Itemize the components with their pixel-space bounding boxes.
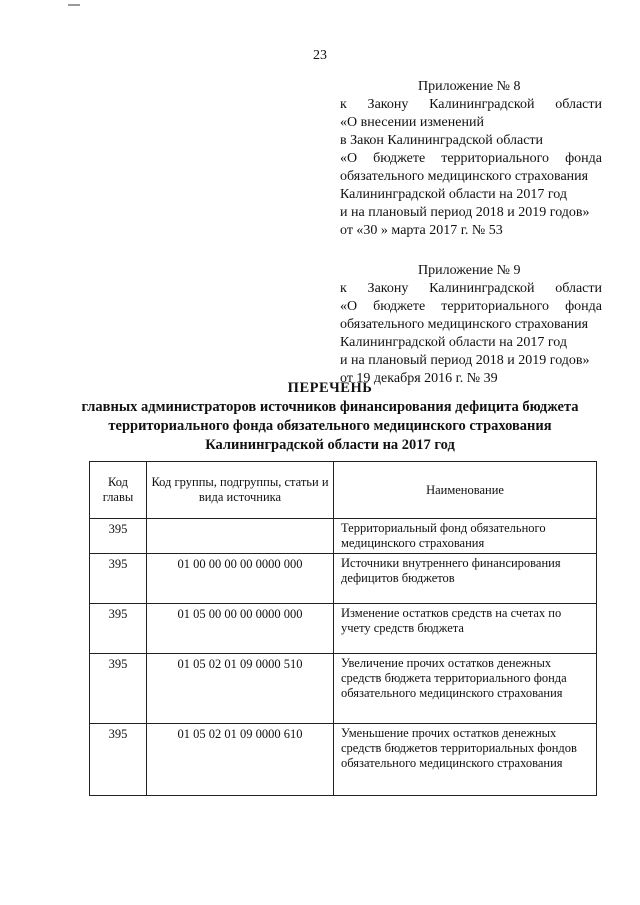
appendix-8-signature-line: от «30 » марта 2017 г. № 53 [340, 223, 503, 238]
cell-code: 01 00 00 00 00 0000 000 [147, 554, 334, 604]
cell-code: 01 05 00 00 00 0000 000 [147, 604, 334, 654]
cell-name: Изменение остатков средств на счетах по учету средств бюджета [334, 604, 597, 654]
cell-name: Увеличение прочих остатков денежных средств бюджета территориального фонда обязательного медицинского страхования [334, 654, 597, 724]
heading-title: ПЕРЕЧЕНЬ [287, 380, 373, 396]
cell-name: Уменьшение прочих остатков денежных средств бюджетов территориальных фондов обязательного медицинского страхования [334, 724, 597, 796]
appendix-9-line: Калининградской области на 2017 год [340, 335, 567, 350]
header-code-group: Код группы, подгруппы, статьи и вида источника [147, 462, 334, 519]
cell-code [147, 519, 334, 554]
appendix-9-line: обязательного медицинского страхования [340, 317, 589, 332]
table-row [90, 654, 597, 724]
cell-chapter: 395 [90, 554, 147, 604]
cell-chapter: 395 [90, 654, 147, 724]
appendix-8-line: и на плановый период 2018 и 2019 годов» [340, 205, 590, 220]
document-heading [60, 379, 600, 455]
page-number: 23 [313, 48, 327, 63]
appendix-9-block [340, 262, 602, 388]
appendix-9-line: «О бюджете территориального фонда [340, 299, 602, 314]
table-header-row [90, 462, 597, 519]
appendix-8-line: в Закон Калининградской области [340, 133, 544, 148]
cell-chapter: 395 [90, 724, 147, 796]
header-name: Наименование [334, 462, 597, 519]
table-row [90, 554, 597, 604]
appendix-8-line: к Закону Калининградской области [340, 97, 602, 112]
cell-code: 01 05 02 01 09 0000 510 [147, 654, 334, 724]
table-row [90, 519, 597, 554]
header-code-chapter: Код главы [90, 462, 147, 519]
appendix-8-line: «О внесении изменений [340, 115, 484, 130]
heading-line: Калининградской области на 2017 год [205, 437, 455, 453]
cell-name: Территориальный фонд обязательного медицинского страхования [334, 519, 597, 554]
appendix-9-title: Приложение № 9 [418, 263, 521, 278]
appendix-8-line: обязательного медицинского страхования [340, 169, 589, 184]
heading-line: главных администраторов источников финансирования дефицита бюджета [81, 399, 579, 415]
appendix-8-title: Приложение № 8 [418, 79, 521, 94]
cell-chapter: 395 [90, 604, 147, 654]
appendix-9-line: к Закону Калининградской области [340, 281, 602, 296]
appendix-8-line: Калининградской области на 2017 год [340, 187, 567, 202]
appendix-8-block [340, 78, 602, 240]
administrators-table [89, 461, 597, 796]
cell-code: 01 05 02 01 09 0000 610 [147, 724, 334, 796]
heading-line: территориального фонда обязательного медицинского страхования [108, 418, 552, 434]
table-row [90, 604, 597, 654]
scan-mark [68, 4, 80, 6]
appendix-9-line: и на плановый период 2018 и 2019 годов» [340, 353, 590, 368]
cell-name: Источники внутреннего финансирования дефицитов бюджетов [334, 554, 597, 604]
cell-chapter: 395 [90, 519, 147, 554]
appendix-8-line: «О бюджете территориального фонда [340, 151, 602, 166]
table-row [90, 724, 597, 796]
appendix-9-line: от 19 декабря 2016 г. № 39 [340, 371, 498, 386]
